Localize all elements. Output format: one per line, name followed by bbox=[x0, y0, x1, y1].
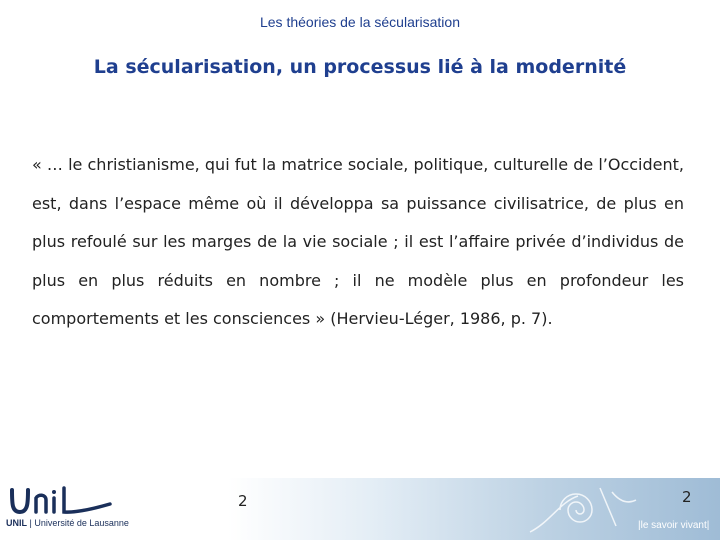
slide-title: La sécularisation, un processus lié à la modernité bbox=[93, 56, 627, 78]
logo-brand: UNIL bbox=[6, 518, 27, 528]
logo-separator: | bbox=[27, 518, 35, 528]
section-header: Les théories de la sécularisation bbox=[259, 14, 460, 30]
unil-logo-icon bbox=[6, 482, 166, 538]
logo-institution: Université de Lausanne bbox=[34, 518, 129, 528]
footer bbox=[0, 478, 720, 540]
page-number-left: 2 bbox=[238, 492, 248, 510]
decorative-swirl-icon bbox=[520, 482, 640, 538]
tagline: |le savoir vivant| bbox=[638, 520, 710, 531]
logo-caption bbox=[6, 518, 129, 528]
page-number-right: 2 bbox=[682, 488, 692, 506]
quote-text: « … le christianisme, qui fut la matrice sociale, politique, culturelle de l’Occident, est, dans l’espace même où il développa sa puissance civilisatrice, de plus en plus refoulé sur les marges de la vie sociale ; il est l’affaire privée d’individus de plus en plus réduits en nombre ; il ne modèle plus en profondeur les comportements et les consciences » (Hervieu-Léger, 1986, p. 7). bbox=[32, 155, 684, 328]
